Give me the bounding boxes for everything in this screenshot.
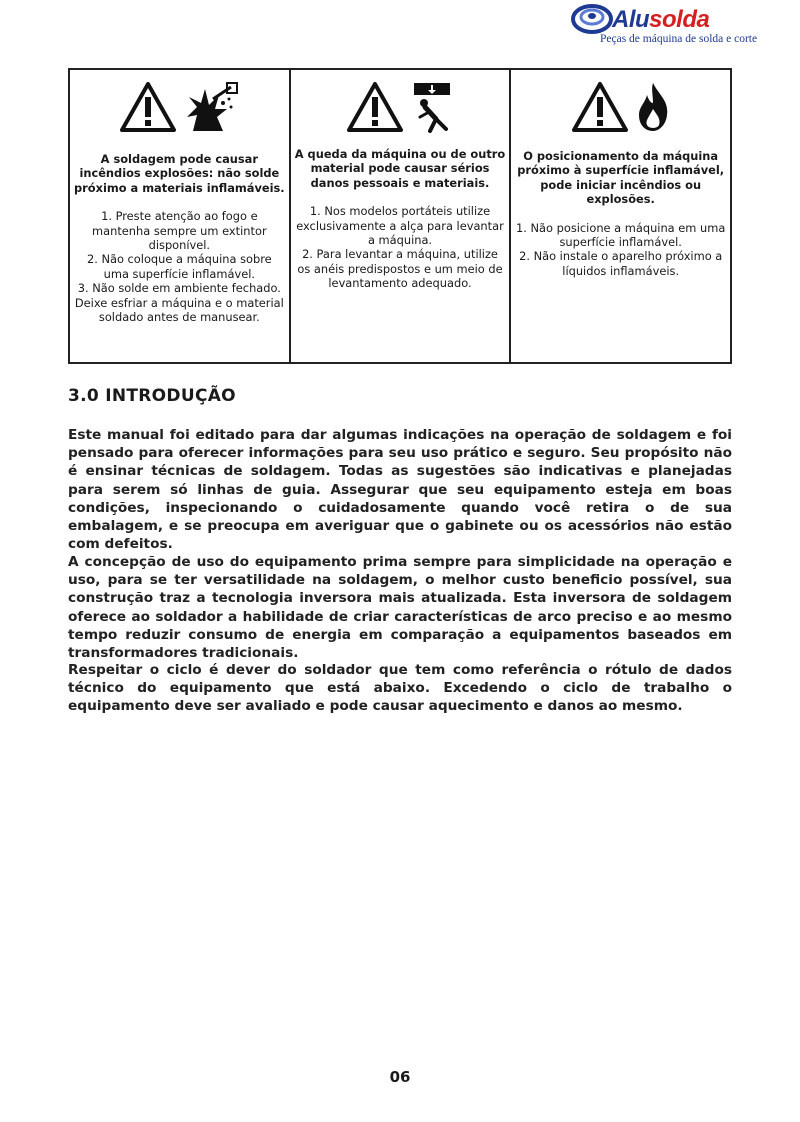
safety-warnings-table: [68, 68, 732, 364]
warning-heading: A queda da máquina ou de outro material pode causar sérios danos pessoais e materiais.: [294, 147, 506, 190]
warning-line: a máquina.: [367, 233, 433, 248]
warning-cell-fire-explosion: [70, 70, 291, 362]
warning-triangle-icon: [571, 81, 629, 133]
warning-line: 2. Para levantar a máquina, utilize os anéis predispostos e um meio de levantamento adequado.: [297, 247, 503, 291]
section-title: 3.0 INTRODUÇÃO: [68, 386, 236, 406]
warning-line: 1. Nos modelos portáteis utilize exclusivamente a alça para levantar: [296, 204, 504, 233]
warning-heading: O posicionamento da máquina próximo à superfície inflamável, pode iniciar incêndios ou explosões.: [517, 149, 725, 207]
intro-paragraph: Respeitar o ciclo é dever do soldador que tem como referência o rótulo de dados técnico do equipamento que está abaixo. Excedendo o ciclo de trabalho o equipamento deve ser avaliado e pode causar aquecimento e danos ao mesmo.: [68, 662, 732, 715]
brand-logo: [570, 2, 758, 52]
falling-person-icon: [410, 81, 454, 133]
warning-line: 3. Não solde em ambiente fechado.: [77, 281, 281, 296]
flame-icon: [635, 81, 671, 133]
logo-tagline: Peças de máquina de solda e corte: [600, 33, 758, 45]
page-number: 06: [389, 1068, 411, 1086]
intro-paragraph: A concepção de uso do equipamento prima sempre para simplicidade na operação e uso, para se ter versatilidade na soldagem, o melhor custo beneficio possível, sua construção traz a tecnologia inversora mais atualizada. Esta inversora de soldagem oferece ao soldador a habilidade de criar características de arco preciso e ao mesmo tempo reduzir consumo de energia em comparação a equipamentos baseados em transformadores tradicionais.: [68, 554, 732, 662]
warning-line: 1. Preste atenção ao fogo e mantenha sempre um extintor disponível.: [92, 209, 267, 253]
warning-line: 2. Não coloque a máquina sobre uma superfície inflamável.: [86, 252, 272, 281]
explosion-icon: [183, 81, 239, 133]
warning-cell-falling-machine: [291, 70, 512, 362]
warning-line: 1. Não posicione a máquina em uma superfície inflamável.: [516, 220, 726, 250]
warning-heading: A soldagem pode causar incêndios explosões: não solde próximo a materiais inflamáveis.: [74, 152, 285, 195]
warning-triangle-icon: [119, 81, 177, 133]
warning-triangle-icon: [346, 81, 404, 133]
intro-paragraph: Este manual foi editado para dar algumas indicações na operação de soldagem e foi pensado para oferecer informações para seu uso prático e seguro. Seu propósito não é ensinar técnicas de soldagem. Todas as sugestões são indicativas e planejadas para serem só linhas de guia. Assegurar que seu equipamento esteja em boas condições, inspecionando o cuidadosamente quando você retira o de sua embalagem, e se preocupa em averiguar que o gabinete ou os acessórios não estão com defeitos.: [68, 427, 732, 553]
warning-line: Deixe esfriar a máquina e o material soldado antes de manusear.: [74, 295, 284, 325]
warning-cell-flammable-surface: [511, 70, 730, 362]
warning-line: 2. Não instale o aparelho próximo a líquidos inflamáveis.: [519, 249, 723, 278]
logo-swirl-icon: [570, 2, 614, 36]
logo-wordmark: Alusolda: [612, 6, 710, 33]
